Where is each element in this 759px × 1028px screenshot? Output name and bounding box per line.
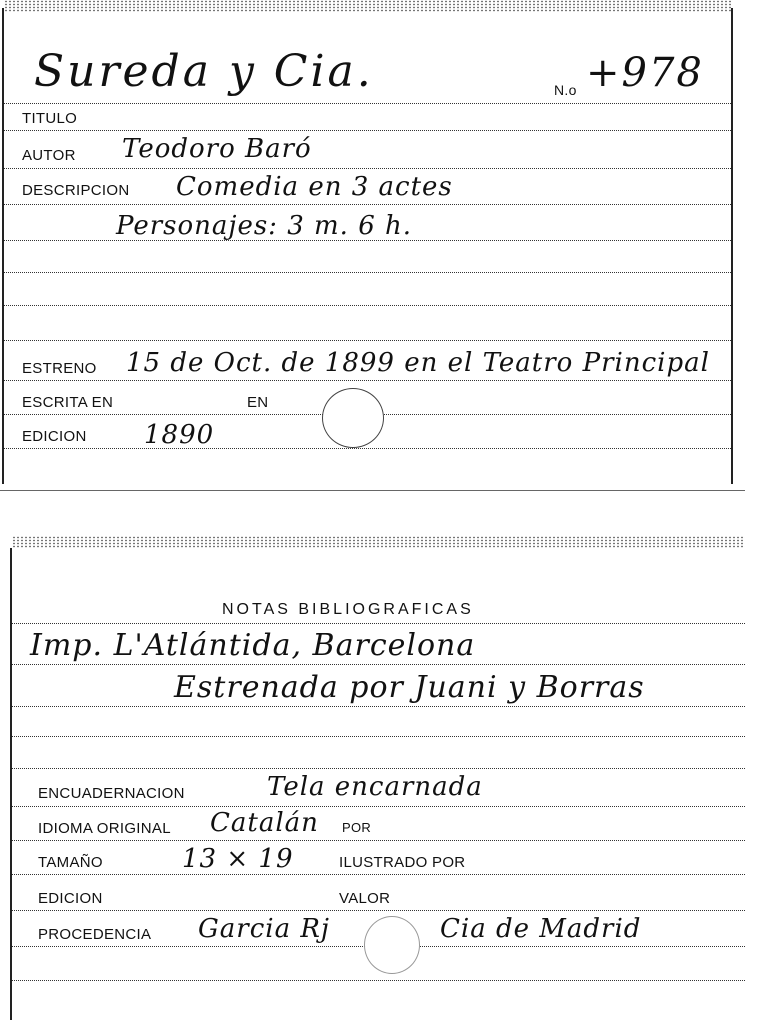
rule-line	[4, 305, 731, 306]
scan-noise-top	[12, 536, 745, 548]
encuadernacion-value: Tela encarnada	[267, 772, 483, 802]
rule-line	[4, 204, 731, 205]
idioma-original-value: Catalán	[210, 808, 319, 838]
notas-heading: NOTAS BIBLIOGRAFICAS	[222, 601, 474, 618]
rule-line	[12, 874, 745, 875]
rule-line	[4, 103, 731, 104]
catalog-card-back	[10, 548, 745, 1020]
autor-label: AUTOR	[22, 147, 76, 164]
valor-label: VALOR	[339, 890, 391, 907]
rule-line	[4, 340, 731, 341]
escrita-en-label: ESCRITA EN	[22, 394, 114, 411]
rule-line	[4, 168, 731, 169]
number-label: N.o	[554, 82, 577, 98]
rule-line	[12, 664, 745, 665]
rule-line	[4, 448, 731, 449]
notes-line-1: Imp. L'Atlántida, Barcelona	[30, 628, 476, 663]
procedencia-label: PROCEDENCIA	[38, 926, 152, 943]
edicion-back-label: EDICION	[38, 890, 103, 907]
rule-line	[12, 910, 745, 911]
tamano-label: TAMAÑO	[38, 854, 103, 871]
autor-value: Teodoro Baró	[122, 134, 312, 164]
notes-line-2: Estrenada por Juani y Borras	[174, 670, 645, 705]
descripcion-value-2: Personajes: 3 m. 6 h.	[116, 211, 413, 241]
scan-noise-top	[4, 0, 731, 12]
rule-line	[4, 240, 731, 241]
rule-line	[12, 768, 745, 769]
rule-line	[12, 706, 745, 707]
procedencia-value-2: Cia de Madrid	[440, 914, 642, 944]
edicion-value: 1890	[144, 420, 215, 450]
rule-line	[4, 380, 731, 381]
en-label: EN	[247, 394, 269, 411]
rule-line	[12, 736, 745, 737]
rule-line	[12, 840, 745, 841]
rule-line	[12, 806, 745, 807]
estreno-value: 15 de Oct. de 1899 en el Teatro Principal	[126, 348, 710, 378]
encuadernacion-label: ENCUADERNACION	[38, 785, 185, 802]
rule-line	[4, 130, 731, 131]
ilustrado-por-label: ILUSTRADO POR	[339, 854, 466, 871]
tamano-value: 13 × 19	[182, 844, 294, 874]
card-title-handwritten: Sureda y Cia.	[34, 46, 374, 97]
punch-hole	[322, 388, 384, 448]
descripcion-label: DESCRIPCION	[22, 182, 130, 199]
idioma-original-label: IDIOMA ORIGINAL	[38, 820, 171, 837]
card-edge	[0, 490, 745, 491]
titulo-label: TITULO	[22, 110, 78, 127]
catalog-card-front	[2, 8, 733, 484]
procedencia-value-1: Garcia Rj	[198, 914, 330, 944]
number-value: +978	[586, 50, 704, 96]
punch-hole	[364, 916, 420, 974]
edicion-label: EDICION	[22, 428, 87, 445]
descripcion-value-1: Comedia en 3 actes	[176, 172, 453, 202]
rule-line	[12, 623, 745, 624]
rule-line	[4, 272, 731, 273]
rule-line	[12, 980, 745, 981]
estreno-label: ESTRENO	[22, 360, 97, 377]
por-label: POR	[342, 820, 372, 835]
